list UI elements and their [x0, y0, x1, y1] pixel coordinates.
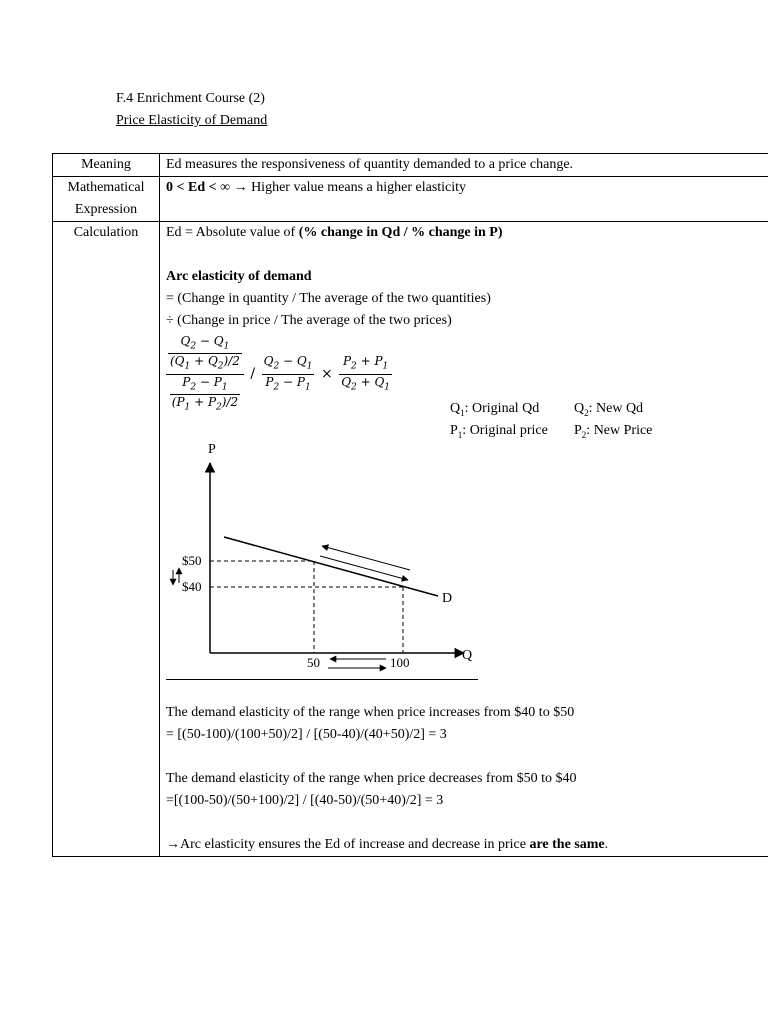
- conclusion: [166, 834, 768, 856]
- ed-bold: (% change in Qd / % change in P): [298, 225, 503, 240]
- demand-graph: [160, 437, 480, 677]
- variable-legend: $Q_1$: Original Qd $Q_2$: New Qd $P_1$: Original price $P_2$: New Price: [450, 401, 653, 440]
- legend-q1: Original Qd: [472, 401, 540, 416]
- decrease-text: The demand elasticity of the range when price decreases from $50 to $40: [166, 770, 577, 786]
- label-meaning: Meaning: [53, 154, 160, 177]
- movement-down-arrow-icon: [320, 556, 408, 580]
- arc-line1: = (Change in quantity / The average of the two quantities): [166, 291, 491, 306]
- price-high-label: $50: [182, 552, 202, 568]
- label-math-line1: Mathematical: [67, 180, 145, 195]
- topic-title: Price Elasticity of Demand: [116, 113, 268, 128]
- formula-q-ratio: $\frac{Q_2 - Q_1}{P_2 - P_1}$: [263, 354, 313, 393]
- conclusion-bold: are the same: [529, 836, 605, 852]
- conclusion-arrow-icon: →: [166, 836, 180, 852]
- increase-text: The demand elasticity of the range when price increases from $40 to $50: [166, 704, 575, 720]
- conclusion-prefix: Arc elasticity ensures the Ed of increase and decrease in price: [180, 836, 530, 852]
- arc-line2: ÷ (Change in price / The average of the two prices): [166, 313, 452, 328]
- legend-p2: New Price: [593, 422, 653, 438]
- ed-definition: [166, 222, 768, 244]
- ed-prefix: Ed = Absolute value of: [166, 225, 299, 240]
- x-axis-label: Q: [462, 647, 473, 663]
- math-rest: ∞ → Higher value means a higher elasticity: [216, 180, 467, 195]
- label-math: [53, 177, 160, 222]
- conclusion-suffix: .: [604, 836, 609, 852]
- content-table: [52, 153, 768, 857]
- arc-formula: $\frac{\frac{Q_2 - Q_1}{(Q_1 + Q_2)/2}}{\frac{P_2 - P_1}{(P_1 + P_2)/2}}$ / $\frac{Q_2 - Q_1}{P_2 - P_1}$ × $\frac{P_2 + P_1}{Q_2 + Q_1}$: [166, 334, 768, 415]
- row-meaning: [53, 154, 768, 177]
- increase-calc: = [(50-100)/(100+50)/2] / [(50-40)/(40+50)/2] = 3: [166, 726, 447, 742]
- price-low-label: $40: [182, 578, 202, 594]
- math-bold: 0 < Ed <: [166, 180, 217, 195]
- demand-curve-label: D: [442, 590, 453, 606]
- meaning-text: Ed measures the responsiveness of quantity demanded to a price change.: [160, 154, 768, 177]
- qty-high-label: 100: [390, 654, 410, 670]
- label-math-line2: Expression: [74, 202, 138, 217]
- legend-p1: Original price: [469, 422, 548, 438]
- row-calculation: [53, 222, 768, 857]
- legend-q2: New Qd: [596, 401, 644, 416]
- math-text: [160, 177, 768, 222]
- y-axis-label: P: [208, 441, 216, 457]
- formula-left-fraction: $\frac{\frac{Q_2 - Q_1}{(Q_1 + Q_2)/2}}{\frac{P_2 - P_1}{(P_1 + P_2)/2}}$: [166, 334, 244, 415]
- calculation-cell: [160, 222, 768, 857]
- movement-up-arrow-icon: [322, 546, 410, 570]
- qty-low-label: 50: [307, 654, 320, 670]
- row-math: [53, 177, 768, 222]
- label-calculation: Calculation: [53, 222, 160, 857]
- formula-p-ratio: $\frac{P_2 + P_1}{Q_2 + Q_1}$: [341, 354, 391, 393]
- course-title: F.4 Enrichment Course (2): [116, 91, 265, 106]
- decrease-calc: =[(100-50)/(50+100)/2] / [(40-50)/(50+40)/2] = 3: [166, 792, 444, 808]
- arc-title: Arc elasticity of demand: [166, 269, 312, 284]
